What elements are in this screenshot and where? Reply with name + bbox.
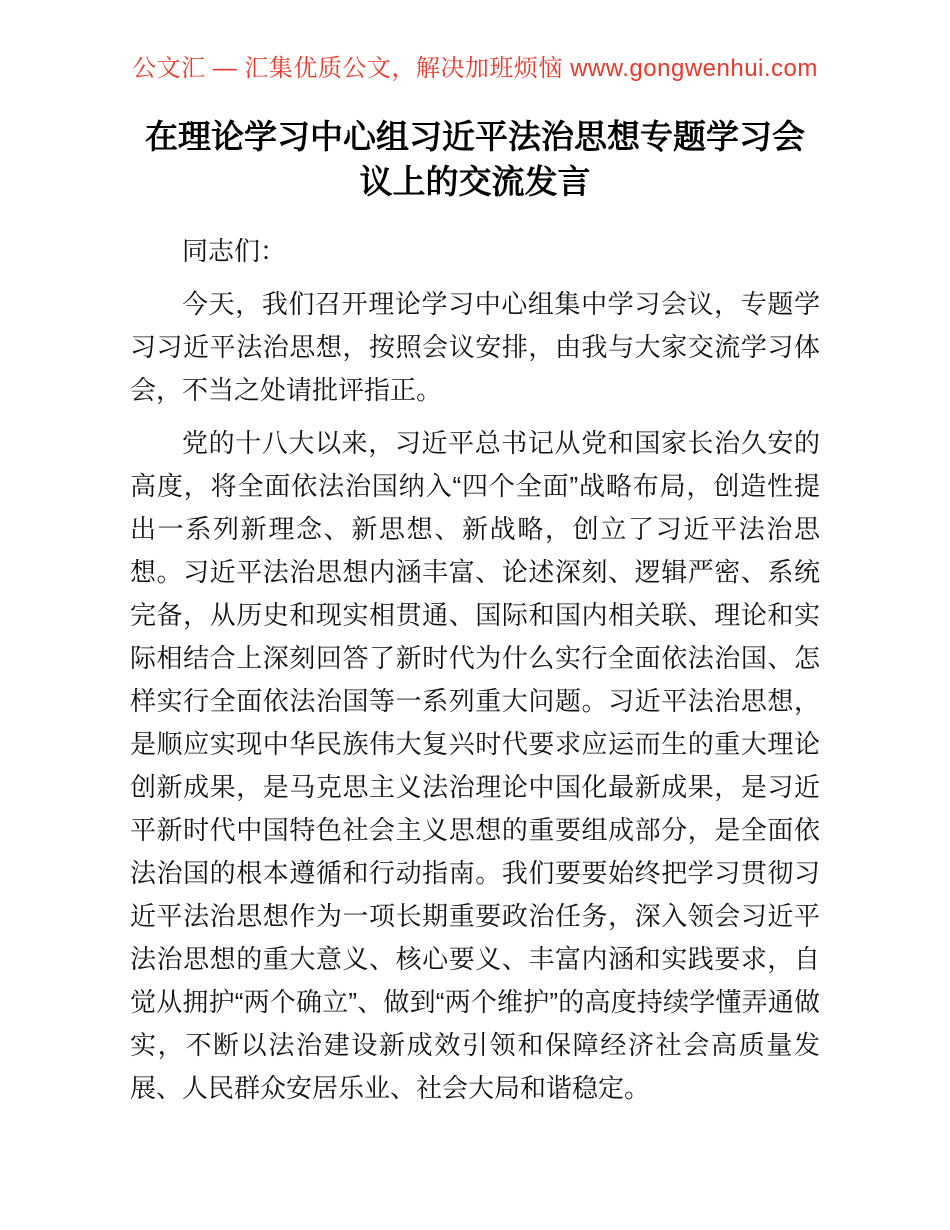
site-watermark-header: 公文汇 — 汇集优质公文，解决加班烦恼 www.gongwenhui.com <box>132 55 818 82</box>
paragraph: 党的十八大以来，习近平总书记从党和国家长治久安的高度，将全面依法治国纳入“四个全面”战略布局，创造性提出一系列新理念、新思想、新战略，创立了习近平法治思想。习近平法治思想内涵丰富、论述深刻、逻辑严密、系统完备，从历史和现实相贯通、国际和国内相关联、理论和实际相结合上深刻回答了新时代为什么实行全面依法治国、怎样实行全面依法治国等一系列重大问题。习近平法治思想，是顺应实现中华民族伟大复兴时代要求应运而生的重大理论创新成果，是马克思主义法治理论中国化最新成果，是习近平新时代中国特色社会主义思想的重要组成部分，是全面依法治国的根本遵循和行动指南。我们要要始终把学习贯彻习近平法治思想作为一项长期重要政治任务，深入领会习近平法治思想的重大意义、核心要义、丰富内涵和实践要求，自觉从拥护“两个确立”、做到“两个维护”的高度持续学懂弄通做实，不断以法治建设新成效引领和保障经济社会高质量发展、人民群众安居乐业、社会大局和谐稳定。 <box>130 428 820 1103</box>
paragraph: 同志们： <box>182 236 287 266</box>
document-body <box>130 230 820 1110</box>
document-title: 在理论学习中心组习近平法治思想专题学习会议上的交流发言 <box>145 118 805 200</box>
paragraph: 今天，我们召开理论学习中心组集中学习会议，专题学习习近平法治思想，按照会议安排，由我与大家交流学习体会，不当之处请批评指正。 <box>130 289 820 405</box>
